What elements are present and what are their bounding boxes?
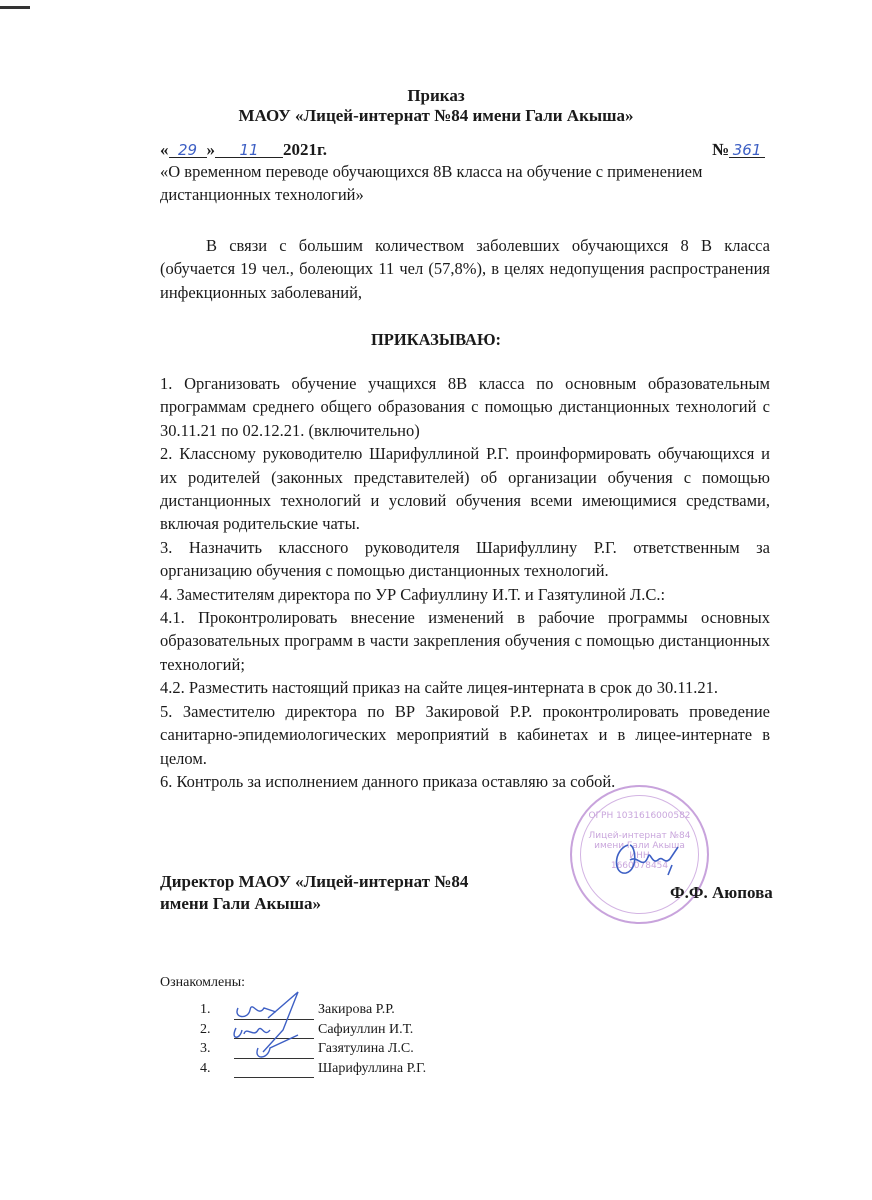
director-position	[160, 871, 468, 915]
order-heading: ПРИКАЗЫВАЮ:	[370, 330, 502, 349]
acknowledgement-signatures	[228, 990, 328, 1065]
position-line: Директор МАОУ «Лицей-интернат №84	[160, 872, 469, 891]
order-item: 4. Заместителям директора по УР Сафиуллину И.Т. и Газятулиной Л.С.:	[160, 584, 666, 604]
order-items	[160, 372, 770, 793]
item-number: 1.	[200, 1002, 211, 1017]
order-item: 4.2. Разместить настоящий приказ на сайте лицея-интерната в срок до 30.11.21.	[160, 678, 719, 698]
order-subject: «О временном переводе обучающихся 8В класса на обучение с применением дистанционных технологий»	[160, 162, 703, 204]
number-value: 361	[729, 143, 765, 158]
quote: »	[206, 140, 215, 159]
document-type: Приказ	[407, 86, 465, 105]
position-line: имени Гали Акыша»	[160, 894, 322, 913]
date-year: 2021г.	[283, 140, 328, 159]
organization-title: МАОУ «Лицей-интернат №84 имени Гали Акыша»	[238, 106, 634, 125]
stamp-text: Лицей-интернат №84	[588, 831, 691, 841]
order-date	[160, 140, 327, 160]
item-number: 3.	[200, 1041, 211, 1056]
director-signature	[608, 835, 688, 885]
signature-line	[234, 1063, 314, 1078]
acknowledged-label: Ознакомлены:	[160, 975, 246, 990]
order-item: 1. Организовать обучение учащихся 8В класса по основным образовательным программам среднего общего образования с помощью дистанционных технологий с 30.11.21 по 02.12.21. (включительно)	[160, 374, 770, 440]
order-item: 6. Контроль за исполнением данного приказа оставляю за собой.	[160, 771, 616, 791]
person-name: Закирова Р.Р.	[318, 1002, 395, 1017]
stamp-text: ОГРН 1031616000582	[588, 811, 691, 821]
preamble: В связи с большим количеством заболевших обучающихся 8 В класса (обучается 19 чел., болеющих 11 чел (57,8%), в целях недопущения распространения инфекционных заболеваний,	[160, 236, 770, 302]
scan-edge-mark	[0, 6, 30, 9]
director-name: Ф.Ф. Аюпова	[670, 883, 773, 902]
date-day: 29	[169, 143, 207, 158]
order-number	[712, 140, 765, 160]
quote: «	[160, 140, 169, 159]
stamp-text: имени Гали Акыша	[594, 841, 685, 851]
person-name: Шарифуллина Р.Г.	[318, 1060, 427, 1076]
order-item: 5. Заместителю директора по ВР Закировой Р.Р. проконтролировать проведение санитарно-эпидемиологических мероприятий в кабинетах и в лицее-интернате в целом.	[160, 701, 770, 768]
order-item: 4.1. Проконтролировать внесение изменений в рабочие программы основных образовательных программ в части закрепления обучения с помощью дистанционных технологий;	[160, 608, 770, 674]
date-month: 11	[215, 143, 283, 158]
person-name: Газятулина Л.С.	[318, 1041, 414, 1056]
order-item: 3. Назначить классного руководителя Шарифуллину Р.Г. ответственным за организацию обучения с помощью дистанционных технологий.	[160, 537, 770, 581]
stamp-text: 1660078454	[610, 861, 669, 871]
stamp-text: ИНН	[629, 851, 650, 861]
person-name: Сафиуллин И.Т.	[318, 1021, 414, 1037]
number-label: №	[712, 140, 730, 159]
item-number: 2.	[200, 1021, 211, 1037]
order-item: 2. Классному руководителю Шарифуллиной Р.Г. проинформировать обучающихся и их родителей (законных представителей) об организации обучения с помощью дистанционных технологий и условий обучения всеми имеющимися средствами, включая родительские чаты.	[160, 444, 770, 534]
item-number: 4.	[200, 1060, 211, 1076]
